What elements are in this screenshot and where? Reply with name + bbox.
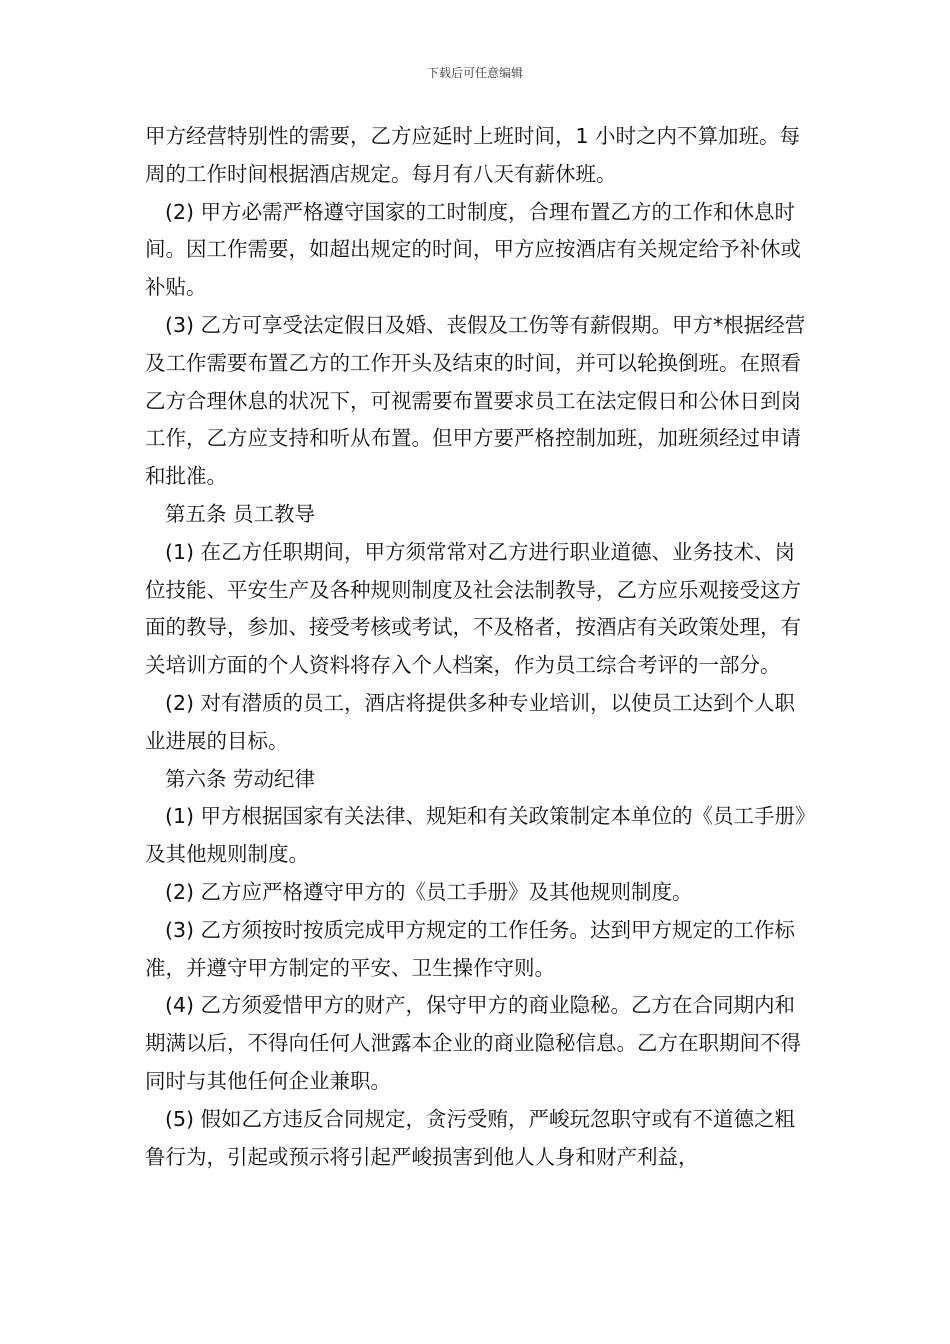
paragraph-continuation: 甲方经营特别性的需要，乙方应延时上班时间，1 小时之内不算加班。每周的工作时间根据酒店规定。每月有八天有薪休班。 xyxy=(145,124,801,186)
page-header: 下载后可任意编辑 xyxy=(426,66,523,80)
paragraph-clause-6-3: (3) 乙方须按时按质完成甲方规定的工作任务。达到甲方规定的工作标准，并遵守甲方制定的平安、卫生操作守则。 xyxy=(145,917,796,980)
paragraph-clause-4-2: (2) 甲方必需严格遵守国家的工时制度，合理布置乙方的工作和休息时间。因工作需要，如超出规定的时间，甲方应按酒店有关规定给予补休或补贴。 xyxy=(145,199,801,300)
paragraph-clause-4-3: (3) 乙方可享受法定假日及婚、丧假及工伤等有薪假期。甲方*根据经营及工作需要布置乙方的工作开头及结束的时间，并可以轮换倒班。在照看乙方合理休息的状况下，可视需要布置要求员工在法定假日和公休日到岗工作，乙方应支持和听从布置。但甲方要严格控制加班，加班须经过申请和批准。 xyxy=(145,312,806,489)
paragraph-clause-6-2: (2) 乙方应严格遵守甲方的《员工手册》及其他规则制度。 xyxy=(165,879,693,904)
article-5-heading: 第五条 员工教导 xyxy=(165,501,316,526)
document-body xyxy=(145,118,810,1176)
paragraph-clause-5-1: (1) 在乙方任职期间，甲方须常常对乙方进行职业道德、业务技术、岗位技能、平安生产及各种规则制度及社会法制教导，乙方应乐观接受这方面的教导，参加、接受考核或考试，不及格者，按酒店有关政策处理，有关培训方面的个人资料将存入个人档案，作为员工综合考评的一部分。 xyxy=(145,539,801,678)
paragraph-clause-6-4: (4) 乙方须爱惜甲方的财产，保守甲方的商业隐秘。乙方在合同期内和期满以后，不得向任何人泄露本企业的商业隐秘信息。乙方在职期间不得同时与其他任何企业兼职。 xyxy=(145,993,801,1093)
article-6-heading: 第六条 劳动纪律 xyxy=(165,766,316,791)
paragraph-clause-5-2: (2) 对有潜质的员工，酒店将提供多种专业培训，以使员工达到个人职业进展的目标。 xyxy=(145,690,796,753)
paragraph-clause-6-5: (5) 假如乙方违反合同规定，贪污受贿，严峻玩忽职守或有不道德之粗鲁行为，引起或预示将引起严峻损害到他人人身和财产利益， xyxy=(145,1106,796,1169)
paragraph-clause-6-1: (1) 甲方根据国家有关法律、规矩和有关政策制定本单位的《员工手册》及其他规则制度。 xyxy=(145,804,806,867)
